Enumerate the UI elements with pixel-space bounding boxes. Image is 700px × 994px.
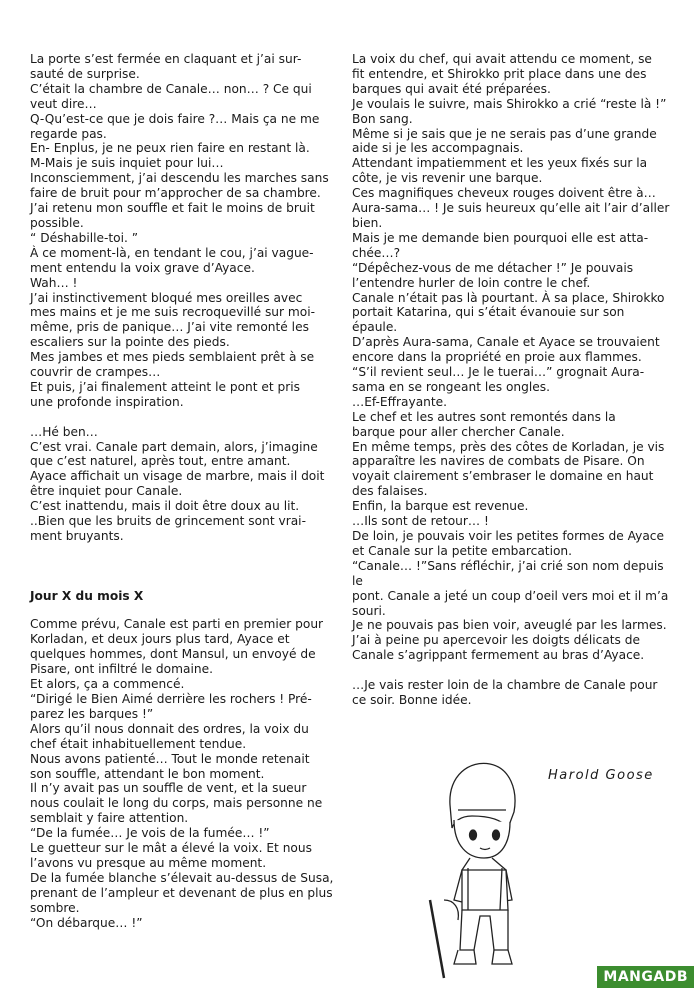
text-line: même, pris de panique… J’ai vite remonté les <box>30 320 309 335</box>
left-block-1 <box>30 52 337 410</box>
text-line: Bon sang. <box>352 111 413 126</box>
text-line: C’est vrai. Canale part demain, alors, j’imagine <box>30 439 318 454</box>
text-line: aide si je les accompagnais. <box>352 141 524 156</box>
text-line: mes mains et je me suis recroquevillé sur moi- <box>30 305 316 320</box>
text-line: côte, je vis revenir une barque. <box>352 171 543 186</box>
left-column <box>30 52 337 931</box>
text-line: “De la fumée… Je vois de la fumée… !” <box>30 826 270 841</box>
text-line: Et puis, j’ai finalement atteint le pont et pris <box>30 379 301 394</box>
text-line: Attendant impatiemment et les yeux fixés sur la <box>352 156 648 171</box>
text-line: Et alors, ça a commencé. <box>30 677 185 692</box>
text-line: chef était inhabituellement tendue. <box>30 736 247 751</box>
text-line: faire de bruit pour m’approcher de sa chambre. <box>30 186 321 201</box>
text-line: Korladan, et deux jours plus tard, Ayace et <box>30 632 290 647</box>
text-line: “On débarque… !” <box>30 915 143 930</box>
text-line: couvrir de crampes… <box>30 365 161 380</box>
text-line: épaule. <box>352 320 398 335</box>
text-line: “S’il revient seul… Je le tuerai…” grognait Aura- <box>352 365 645 380</box>
text-line: De la fumée blanche s’élevait au-dessus de Susa, <box>30 870 334 885</box>
text-line: En même temps, près des côtes de Korladan, je vis <box>352 439 665 454</box>
text-line: fit entendre, et Shirokko prit place dans une des <box>352 66 647 81</box>
chibi-character-illustration <box>410 750 540 980</box>
text-line: quelques hommes, dont Mansul, un envoyé de <box>30 647 316 662</box>
text-line: Le chef et les autres sont remontés dans la <box>352 409 616 424</box>
text-line: Canale s’agrippant fermement au bras d’Ayace. <box>352 648 645 663</box>
text-line: souri. <box>352 603 386 618</box>
text-line: …Je vais rester loin de la chambre de Canale pour <box>352 678 658 693</box>
text-line: l’entendre hurler de loin contre le chef. <box>352 275 591 290</box>
section-title: Jour X du mois X <box>30 588 144 603</box>
text-line: Aura-sama… ! Je suis heureux qu’elle ait l’air d’aller <box>352 201 670 216</box>
text-line: barque pour aller chercher Canale. <box>352 424 565 439</box>
text-line: À ce moment-là, en tendant le cou, j’ai vague- <box>30 245 314 260</box>
text-line: ment entendu la voix grave d’Ayace. <box>30 260 255 275</box>
text-line: prenant de l’ampleur et devenant de plus en plus <box>30 885 333 900</box>
text-line: sauté de surprise. <box>30 66 140 81</box>
text-line: encore dans la propriété en proie aux flammes. <box>352 350 642 365</box>
text-line: Pisare, ont infiltré le domaine. <box>30 662 213 677</box>
text-line: Alors qu’il nous donnait des ordres, la voix du <box>30 721 309 736</box>
text-line: pont. Canale a jeté un coup d’oeil vers moi et il m’a <box>352 588 669 603</box>
text-line: regarde pas. <box>30 126 107 141</box>
text-line: Enfin, la barque est revenue. <box>352 499 529 514</box>
text-line: Il n’y avait pas un souffle de vent, et la sueur <box>30 781 307 796</box>
text-line: De loin, je pouvais voir les petites formes de Ayace <box>352 529 665 543</box>
text-line: son souffle, attendant le bon moment. <box>30 766 265 781</box>
text-line: bien. <box>352 215 383 230</box>
text-line: et Canale sur la petite embarcation. <box>352 543 573 558</box>
text-line: Ces magnifiques cheveux rouges doivent être à… <box>352 186 656 201</box>
author-signature: Harold Goose <box>548 768 654 783</box>
text-line: ment bruyants. <box>30 528 124 543</box>
text-line: Je voulais le suivre, mais Shirokko a crié “reste là !” <box>352 96 667 111</box>
text-line: Canale n’était pas là pourtant. À sa place, Shirokko <box>352 290 665 305</box>
text-line: “Dirigé le Bien Aimé derrière les rochers ! Pré- <box>30 692 312 706</box>
left-block-3 <box>30 617 337 930</box>
right-block-2 <box>352 678 672 708</box>
text-line: des falaises. <box>352 484 428 499</box>
text-line: sama en se rongeant les ongles. <box>352 379 550 394</box>
text-line: Je ne pouvais pas bien voir, aveuglé par les larmes. <box>352 618 667 633</box>
text-line: une profonde inspiration. <box>30 394 184 409</box>
text-line: En- Enplus, je ne peux rien faire en restant là. <box>30 141 310 156</box>
left-block-2 <box>30 425 337 544</box>
text-line: Ayace affichait un visage de marbre, mais il doit <box>30 469 325 484</box>
text-line: …Ils sont de retour… ! <box>352 514 489 529</box>
text-line: …Ef-Effrayante. <box>352 394 448 409</box>
text-line: portait Katarina, qui s’était évanouie sur son <box>352 305 625 320</box>
text-line: veut dire… <box>30 96 97 111</box>
text-line: parez les barques !” <box>30 706 154 721</box>
text-line: apparaître les navires de combats de Pisare. On <box>352 454 645 469</box>
right-block-1 <box>352 52 672 663</box>
text-line: chée…? <box>352 245 401 260</box>
text-line: ce soir. Bonne idée. <box>352 692 472 707</box>
text-line: que c’est naturel, après tout, entre amant. <box>30 454 291 469</box>
text-line: Inconsciemment, j’ai descendu les marches sans <box>30 171 329 186</box>
text-line: D’après Aura-sama, Canale et Ayace se trouvaient <box>352 335 660 350</box>
text-line: “Dépêchez-vous de me détacher !” Je pouvais <box>352 260 634 275</box>
text-line: J’ai à peine pu apercevoir les doigts délicats de <box>352 633 641 648</box>
text-line: sombre. <box>30 900 80 915</box>
text-line: La voix du chef, qui avait attendu ce moment, se <box>352 52 652 66</box>
text-line: “Canale… !”Sans réfléchir, j’ai crié son nom depuis le <box>352 558 664 588</box>
text-line: Mais je me demande bien pourquoi elle est atta- <box>352 230 649 245</box>
text-line: escaliers sur la pointe des pieds. <box>30 335 230 350</box>
text-line: l’avons vu presque au même moment. <box>30 855 267 870</box>
text-line: Q-Qu’est-ce que je dois faire ?… Mais ça ne me <box>30 111 320 126</box>
text-line: Wah… ! <box>30 275 78 290</box>
text-line: C’est inattendu, mais il doit être doux au lit. <box>30 499 300 514</box>
text-line: Comme prévu, Canale est parti en premier pour <box>30 617 324 632</box>
text-line: Mes jambes et mes pieds semblaient prêt à se <box>30 350 315 365</box>
text-line: Le guetteur sur le mât a élevé la voix. Et nous <box>30 841 312 856</box>
text-line: C’était la chambre de Canale… non… ? Ce qui <box>30 81 312 96</box>
text-line: M-Mais je suis inquiet pour lui… <box>30 156 224 171</box>
text-line: voyait clairement s’embraser le domaine en haut <box>352 469 654 484</box>
text-line: être inquiet pour Canale. <box>30 484 183 499</box>
text-line: ..Bien que les bruits de grincement sont vrai- <box>30 514 306 529</box>
text-line: “ Déshabille-toi. ” <box>30 230 139 245</box>
text-line: J’ai instinctivement bloqué mes oreilles avec <box>30 290 303 305</box>
text-line: semblait y faire attention. <box>30 811 189 826</box>
text-line: possible. <box>30 215 84 230</box>
text-line: …Hé ben… <box>30 424 98 439</box>
watermark-badge: MANGADB <box>597 966 694 988</box>
text-line: nous coulait le long du corps, mais personne ne <box>30 796 323 811</box>
text-line: La porte s’est fermée en claquant et j’ai sur- <box>30 52 302 66</box>
text-line: Même si je sais que je ne serais pas d’une grande <box>352 126 657 141</box>
text-line: Nous avons patienté… Tout le monde retenait <box>30 751 310 766</box>
text-line: barques qui avait été préparées. <box>352 81 551 96</box>
right-column <box>352 52 672 708</box>
text-line: J’ai retenu mon souffle et fait le moins de bruit <box>30 201 315 216</box>
